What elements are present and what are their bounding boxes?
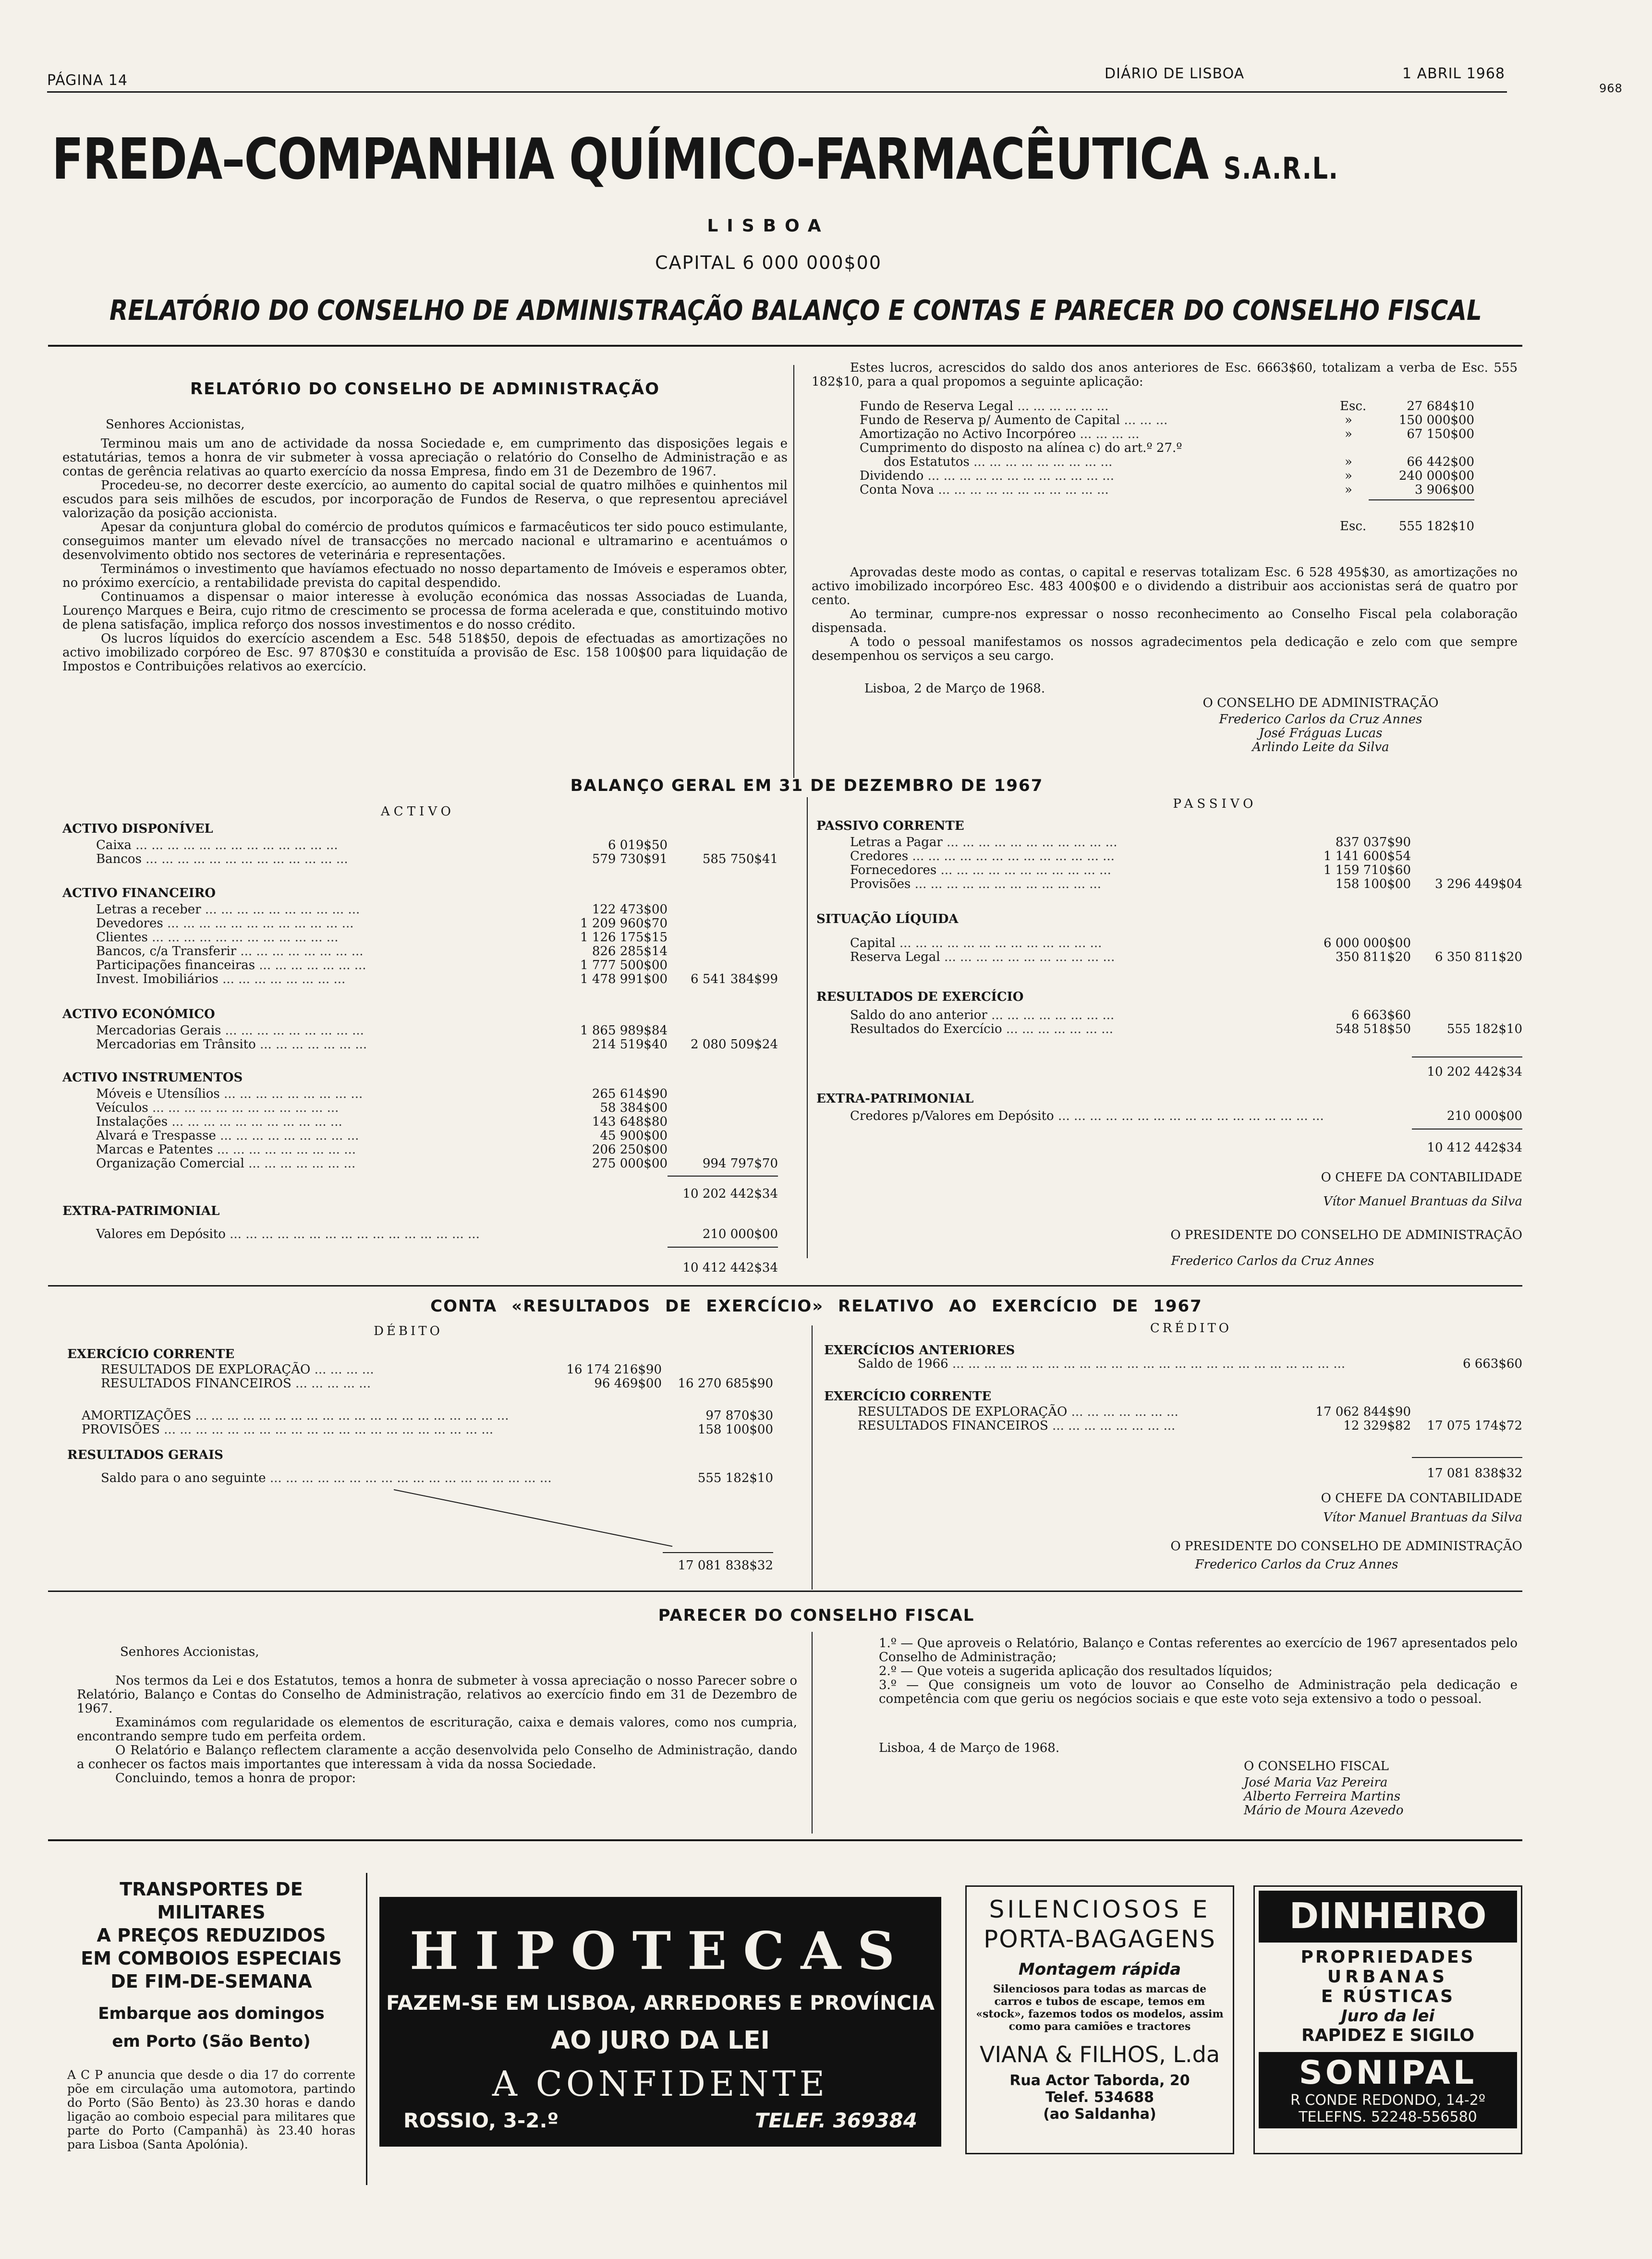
parecer-heading: PARECER DO CONSELHO FISCAL [658,1606,975,1625]
company-suffix: S.A.R.L. [1223,151,1339,186]
resultados-divider [812,1325,813,1590]
debito-slash-line [394,1489,677,1551]
allocation-total-value: 555 182$10 [1398,519,1474,534]
passivo-item-value: 158 100$00 [1335,877,1411,891]
transportes-sub-line: Embarque aos domingos [98,2004,325,2023]
chefe-title: O CHEFE DA CONTABILIDADE [1321,1170,1522,1185]
passivo-group: PASSIVO CORRENTE [816,819,964,833]
credito-total: 17 081 838$32 [1427,1466,1522,1481]
parecer-proposal: 2.º — Que voteis a sugerida aplicação dos resultados líquidos; [879,1664,1273,1678]
transportes-title-line: A PREÇOS REDUZIDOS [97,1925,326,1946]
passivo-item-label: Letras a Pagar [850,835,943,850]
passivo-item-label: Capital [850,936,896,950]
passivo-item-value: 350 811$20 [1335,950,1411,964]
debito-row: RESULTADOS DE EXPLORAÇÃO ... ... ... ... 16 174 216$90 [101,1362,662,1377]
activo-row: Mercadorias em Trânsito ... ... ... ... ... ... ... 214 519$40 2 080 509$24 [96,1037,778,1052]
activo-item-value: 1 478 991$00 [580,972,668,986]
activo-row: Bancos ... ... ... ... ... ... ... ... ... ... ... ... ... 579 730$91 585 750$41 [96,852,778,866]
debito-subtotal: 16 270 685$90 [678,1376,773,1391]
silenciosos-sub: Montagem rápida [1018,1960,1181,1979]
allocation-label: Dividendo [860,469,924,483]
activo-row: Alvará e Trespasse ... ... ... ... ... ... ... ... ... 45 900$00 [96,1129,668,1143]
parecer-paragraph: Concluindo, temos a honra de propor: [115,1771,356,1785]
allocation-value: 27 684$10 [1407,399,1474,413]
allocation-label: Conta Nova [860,483,935,497]
parecer-divider [812,1632,813,1834]
saldo-row: Saldo para o ano seguinte ... ... ... ... ... ... ... ... ... ... ... ... ... ... ... ... ... ... 555 182$10 [101,1471,773,1485]
allocation-row: Conta Nova ... ... ... ... ... ... ... ... ... ... ... » 3 906$00 [860,483,1474,497]
activo-item-label: Bancos [96,852,142,866]
activo-row: Mercadorias Gerais ... ... ... ... ... ... ... ... ... 1 865 989$84 [96,1023,668,1038]
activo-item-label: Letras a receber [96,902,201,917]
allocation-currency: » [1345,469,1352,483]
allocation-row: Amortização no Activo Incorpóreo ... ... ... ... » 67 150$00 [860,427,1474,441]
activo-item-label: Bancos, c/a Transferir [96,944,237,959]
prov-row: PROVISÕES ... ... ... ... ... ... ... ... ... ... ... ... ... ... ... ... ... ... ... ... ... 158 100$00 [82,1422,773,1437]
activo-item-value: 206 250$00 [592,1142,668,1157]
silenciosos-firm: VIANA & FILHOS, L.da [979,2041,1220,2067]
allocation-row: Fundo de Reserva Legal ... ... ... ... ... ... Esc. 27 684$10 [860,399,1474,413]
transportes-title-line: DE FIM-DE-SEMANA [110,1971,312,1992]
parecer-place-date: Lisboa, 4 de Março de 1968. [879,1741,1060,1755]
relatorio-sign-title: O CONSELHO DE ADMINISTRAÇÃO [1203,696,1439,710]
presidente-name: Frederico Carlos da Cruz Annes [1171,1254,1374,1268]
activo-row: Marcas e Patentes ... ... ... ... ... ... ... ... ... 206 250$00 [96,1142,668,1157]
activo-group: ACTIVO FINANCEIRO [62,886,216,900]
resultados-heading: CONTA «RESULTADOS DE EXERCÍCIO» RELATIVO AO EXERCÍCIO DE 1967 [430,1297,1203,1316]
resultados-bottom-rule [48,1591,1522,1592]
relatorio-closing [812,566,1518,663]
passivo-row: Credores ... ... ... ... ... ... ... ... ... ... ... ... ... 1 141 600$54 [850,849,1411,863]
ad-divider [366,1873,367,2185]
res-chefe-name: Vítor Manuel Brantuas da Silva [1323,1510,1522,1525]
company-name-text: FREDA–COMPANHIA QUÍMICO-FARMACÊUTICA [52,126,1208,192]
relatorio-heading: RELATÓRIO DO CONSELHO DE ADMINISTRAÇÃO [190,379,660,399]
dinheiro-addr: R CONDE REDONDO, 14-2º [1259,2092,1517,2109]
activo-item-label: Alvará e Trespasse [96,1129,216,1143]
passivo-item-label: Resultados do Exercício [850,1022,1002,1036]
passivo-row: Resultados do Exercício ... ... ... ... ... ... ... 548 518$50 555 182$10 [850,1022,1522,1036]
allocation-total-currency: Esc. [1340,519,1367,534]
dinheiro-tel: TELEFNS. 52248-556580 [1259,2109,1517,2128]
passivo-extra-label: Credores p/Valores em Depósito [850,1109,1054,1123]
passivo-item-label: Provisões [850,877,911,891]
allocation-value: 66 442$00 [1407,455,1474,469]
activo-row: Participações financeiras ... ... ... ... ... ... ... 1 777 500$00 [96,958,668,972]
silenciosos-addr2: Telef. 534688 [1045,2089,1154,2106]
activo-item-value: 1 126 175$15 [580,930,668,945]
allocation-row: Dividendo ... ... ... ... ... ... ... ... ... ... ... ... » 240 000$00 [860,469,1474,483]
allocation-currency: » [1345,427,1352,441]
credito-row: RESULTADOS FINANCEIROS ... ... ... ... ... ... ... ... 12 329$82 17 075 174$72 [858,1419,1522,1433]
column-divider [793,365,794,778]
parecer-sign-title: O CONSELHO FISCAL [1244,1759,1389,1773]
issue-date: 1 ABRIL 1968 [1402,65,1506,82]
credito-group: EXERCÍCIOS ANTERIORES [824,1343,1015,1358]
passivo-row: Capital ... ... ... ... ... ... ... ... ... ... ... ... ... 6 000 000$00 [850,936,1411,950]
silenciosos-title2: PORTA-BAGAGENS [984,1925,1216,1953]
passivo-item-value: 837 037$90 [1335,835,1411,850]
dinheiro-l3: E RÚSTICAS [1321,1987,1455,2006]
passivo-extra-row: Credores p/Valores em Depósito ... ... ... ... ... ... ... ... ... ... ... ... ... ... ... ... ... 210 000$00 [850,1109,1522,1123]
activo-grand-rule [668,1247,778,1248]
passivo-label: PASSIVO [1173,797,1257,811]
passivo-total: 10 202 442$34 [1427,1065,1522,1079]
res-presidente-name: Frederico Carlos da Cruz Annes [1195,1557,1398,1572]
relatorio-paragraph: Terminámos o investimento que havíamos efectuado no nosso departamento de Imóveis e esperamos obter, no próximo exercício, a rentabilidade prevista do capital despendido. [62,562,788,590]
relatorio-place-date: Lisboa, 2 de Março de 1968. [864,681,1045,696]
activo-item-value: 143 648$80 [592,1115,668,1129]
passivo-item-label: Reserva Legal [850,950,940,964]
passivo-row: Fornecedores ... ... ... ... ... ... ... ... ... ... ... 1 159 710$60 [850,863,1411,877]
credito-item-value: 12 329$82 [1343,1419,1411,1433]
passivo-item-value: 548 518$50 [1335,1022,1411,1036]
relatorio-paragraph: Os lucros líquidos do exercício ascendem a Esc. 548 518$50, depois de efectuadas as amortizações no activo imobilizado corpóreo de Esc. 97 870$30 e constituída a provisão de Esc. 158 100$00 para liquidação de Impostos e Contribuições relativos ao exercício. [62,632,788,674]
page-number: PÁGINA 14 [47,72,128,89]
relatorio-paragraph: Apesar da conjuntura global do comércio de produtos químicos e farmacêuticos ter sido pouco estimulante, conseguimos manter um elevado nível de transacções no mercado nacional e ultramarino e acentuámos o desenvolvimento obtido nos sectores de veterinária e representações. [62,520,788,562]
activo-row: Organização Comercial ... ... ... ... ... ... ... 275 000$00 994 797$70 [96,1156,778,1171]
report-subtitle: RELATÓRIO DO CONSELHO DE ADMINISTRAÇÃO BALANÇO E CONTAS E PARECER DO CONSELHO FISCAL [109,294,1482,327]
activo-item-label: Instalações [96,1115,168,1129]
allocation-currency: Esc. [1340,399,1367,413]
activo-subtotal: 6 541 384$99 [691,972,778,986]
passivo-item-label: Saldo do ano anterior [850,1008,987,1022]
debito-item-value: 16 174 216$90 [566,1362,662,1377]
parecer-signer: José Maria Vaz Pereira [1244,1775,1388,1790]
activo-item-value: 579 730$91 [592,852,668,866]
activo-item-value: 826 285$14 [592,944,668,959]
activo-item-label: Mercadorias em Trânsito [96,1037,256,1052]
prov-label: PROVISÕES [82,1422,160,1437]
passivo-item-value: 6 663$60 [1351,1008,1411,1022]
credito-total-rule [1412,1457,1522,1458]
activo-total-rule [668,1176,778,1177]
passivo-subtotal: 6 350 811$20 [1435,950,1522,964]
activo-item-label: Devedores [96,916,163,931]
debito-item-label: RESULTADOS FINANCEIROS [101,1376,292,1391]
activo-label: ACTIVO [381,804,455,819]
silenciosos-addr3: (ao Saldanha) [1043,2106,1156,2123]
activo-extra-label: Valores em Depósito [96,1227,226,1241]
activo-group: ACTIVO DISPONÍVEL [62,822,213,836]
activo-row: Devedores ... ... ... ... ... ... ... ... ... ... ... ... 1 209 960$70 [96,916,668,931]
hipotecas-line2: AO JURO DA LEI [551,2026,770,2055]
activo-subtotal: 2 080 509$24 [691,1037,778,1052]
credito-item-label: RESULTADOS DE EXPLORAÇÃO [858,1405,1068,1419]
activo-subtotal: 994 797$70 [702,1156,778,1171]
silenciosos-body: Silenciosos para todas as marcas de carros e tubos de escape, temos em «stock», fazemos todos os modelos, assim como para camiões e tractores [976,1983,1224,2033]
dinheiro-title: DINHEIRO [1259,1891,1517,1943]
activo-item-value: 122 473$00 [592,902,668,917]
activo-item-label: Veículos [96,1101,148,1115]
activo-extra-group: EXTRA-PATRIMONIAL [62,1204,220,1218]
ad-silenciosos [965,1885,1234,2154]
ad-transportes [67,1878,355,2175]
activo-item-value: 275 000$00 [592,1156,668,1171]
activo-group: ACTIVO ECONÓMICO [62,1007,215,1021]
allocation-label: Fundo de Reserva p/ Aumento de Capital [860,413,1120,427]
debito-group: EXERCÍCIO CORRENTE [67,1347,235,1361]
amort-label: AMORTIZAÇÕES [82,1409,192,1423]
allocation-row [860,441,1474,455]
allocation-intro-text: Estes lucros, acrescidos do saldo dos anos anteriores de Esc. 6663$60, totalizam a verba de Esc. 555 182$10, para a qual propomos a seguinte aplicação: [812,361,1518,389]
activo-item-value: 265 614$90 [592,1087,668,1101]
closing-paragraph: A todo o pessoal manifestamos os nossos agradecimentos pela dedicação e zelo com que sempre desempenhou os serviços a seu cargo. [812,635,1518,663]
relatorio-paragraph: Procedeu-se, no decorrer deste exercício, ao aumento do capital social de quatro milhões e quinhentos mil escudos para seis milhões de escudos, por incorporação de Fundos de Reserva, o que representou apreciável valorização da posição accionista. [62,478,788,521]
presidente-title: O PRESIDENTE DO CONSELHO DE ADMINISTRAÇÃO [1170,1228,1522,1242]
activo-extra-row: Valores em Depósito ... ... ... ... ... ... ... ... ... ... ... ... ... ... ... ... 210 000$00 [96,1227,778,1241]
title-rule [48,345,1522,347]
relatorio-salutation: Senhores Accionistas, [106,417,245,432]
chefe-name: Vítor Manuel Brantuas da Silva [1323,1194,1522,1209]
passivo-extra-group: EXTRA-PATRIMONIAL [816,1092,974,1106]
allocation-label: Amortização no Activo Incorpóreo [860,427,1076,441]
allocation-row: Fundo de Reserva p/ Aumento de Capital ... ... ... » 150 000$00 [860,413,1474,427]
allocation-total-row [860,520,1474,534]
parecer-bottom-rule [48,1839,1522,1841]
passivo-subtotal: 555 182$10 [1446,1022,1522,1036]
allocation-value: 67 150$00 [1407,427,1474,441]
allocation-row: dos Estatutos ... ... ... ... ... ... ... ... ... » 66 442$00 [884,455,1474,469]
passivo-item-value: 1 159 710$60 [1324,863,1411,877]
parecer-signer: Mário de Moura Azevedo [1244,1803,1404,1818]
parecer-proposals [879,1637,1518,1706]
debito-row: RESULTADOS FINANCEIROS ... ... ... ... ... 96 469$00 16 270 685$90 [101,1376,773,1391]
passivo-group: SITUAÇÃO LÍQUIDA [816,912,959,926]
credito-row: RESULTADOS DE EXPLORAÇÃO ... ... ... ... ... ... ... 17 062 844$90 [858,1405,1411,1419]
credito-saldo-label: Saldo de 1966 [858,1357,948,1371]
res-presidente-title: O PRESIDENTE DO CONSELHO DE ADMINISTRAÇÃO [1170,1539,1522,1554]
credito-label: CRÉDITO [1150,1321,1232,1336]
activo-row: Caixa ... ... ... ... ... ... ... ... ... ... ... ... ... 6 019$50 [96,838,668,852]
relatorio-paragraph: Continuamos a dispensar o maior interesse à evolução económica das nossas Associadas de Luanda, Lourenço Marques e Beira, cujo ritmo de crescimento se processa de forma acelerada e que, constituindo motivo de plena satisfação, implica reforço dos nossos investimentos e do nosso crédito. [62,590,788,632]
parecer-paragraph: Nos termos da Lei e dos Estatutos, temos a honra de submeter à vossa apreciação o nosso Parecer sobre o Relatório, Balanço e Contas do Conselho de Administração, relativos ao exercício findo em 31 de Dezembro de 1967. [77,1674,797,1716]
activo-row: Bancos, c/a Transferir ... ... ... ... ... ... ... ... 826 285$14 [96,944,668,959]
dinheiro-firm: SONIPAL [1259,2052,1517,2092]
prov-value: 158 100$00 [697,1422,773,1437]
relatorio-paragraph: Terminou mais um ano de actividade da nossa Sociedade e, em cumprimento das disposições legais e estatutárias, temos a honra de vir submeter à vossa apreciação o relatório do Conselho de Administração e as contas de gerência relativas ao quarto exercício da nossa Empresa, findo em 31 de Dezembro de 1967. [62,437,788,479]
silenciosos-addr1: Rua Actor Taborda, 20 [1009,2072,1190,2089]
saldo-label: Saldo para o ano seguinte [101,1471,266,1485]
balanco-divider [807,797,808,1258]
transportes-title-line: EM COMBOIOS ESPECIAIS [81,1948,342,1969]
debito-total: 17 081 838$32 [678,1558,773,1573]
passivo-grand-rule [1412,1129,1522,1130]
activo-item-label: Marcas e Patentes [96,1142,213,1157]
credito-item-value: 17 062 844$90 [1315,1405,1411,1419]
allocation-value: 150 000$00 [1398,413,1474,427]
transportes-sub [67,2000,355,2055]
credito-subtotal: 17 075 174$72 [1427,1419,1522,1433]
activo-item-label: Mercadorias Gerais [96,1023,221,1038]
allocation-value: 3 906$00 [1414,483,1474,497]
activo-item-label: Móveis e Utensílios [96,1087,220,1101]
dinheiro-l5: RAPIDEZ E SIGILO [1301,2026,1475,2045]
activo-item-label: Clientes [96,930,148,945]
activo-row: Veículos ... ... ... ... ... ... ... ... ... ... ... ... 58 384$00 [96,1101,668,1115]
parecer-proposal: 1.º — Que aproveis o Relatório, Balanço e Contas referentes ao exercício de 1967 apresentados pelo Conselho de Administração; [879,1636,1518,1664]
company-name [52,126,1339,192]
activo-total: 10 202 442$34 [682,1187,778,1201]
hipotecas-line3: A CONFIDENTE [492,2064,829,2104]
credito-saldo-value: 6 663$60 [1462,1357,1522,1371]
allocation-label: Fundo de Reserva Legal [860,399,1014,413]
passivo-item-label: Credores [850,849,909,863]
activo-item-value: 45 900$00 [600,1129,668,1143]
allocation-currency: » [1345,413,1352,427]
closing-paragraph: Aprovadas deste modo as contas, o capital e reservas totalizam Esc. 6 528 495$30, as amortizações no activo imobilizado incorpóreo Esc. 483 400$00 e o dividendo a distribuir aos accionistas será de quatro por cento. [812,565,1518,607]
activo-item-value: 58 384$00 [600,1101,668,1115]
activo-row: Letras a receber ... ... ... ... ... ... ... ... ... ... 122 473$00 [96,902,668,917]
allocation-rule [1369,499,1474,500]
passivo-group: RESULTADOS DE EXERCÍCIO [816,990,1024,1004]
amort-value: 97 870$30 [705,1409,773,1423]
activo-row: Móveis e Utensílios ... ... ... ... ... ... ... ... ... 265 614$90 [96,1087,668,1101]
passivo-subtotal: 3 296 449$04 [1435,877,1522,891]
activo-item-value: 1 777 500$00 [580,958,668,972]
activo-group: ACTIVO INSTRUMENTOS [62,1070,243,1085]
passivo-row: Reserva Legal ... ... ... ... ... ... ... ... ... ... ... 350 811$20 6 350 811$20 [850,950,1522,964]
activo-extra-value: 210 000$00 [702,1227,778,1241]
passivo-row: Letras a Pagar ... ... ... ... ... ... ... ... ... ... ... 837 037$90 [850,835,1411,850]
edge-fragment: 968 [1599,82,1623,95]
activo-item-label: Organização Comercial [96,1156,244,1171]
credito-item-label: RESULTADOS FINANCEIROS [858,1419,1048,1433]
activo-row: Instalações ... ... ... ... ... ... ... ... ... ... ... 143 648$80 [96,1115,668,1129]
transportes-body: A C P anuncia que desde o dia 17 do corrente põe em circulação uma automotora, partindo do Porto (São Bento) às 23.30 horas e dando ligação ao comboio especial para militares que parte do Porto (Campanhã) às 23.40 horas para Lisboa (Santa Apolónia). [67,2068,355,2151]
activo-item-value: 214 519$40 [592,1037,668,1052]
activo-item-value: 1 209 960$70 [580,916,668,931]
passivo-extra-value: 210 000$00 [1446,1109,1522,1123]
activo-row: Clientes ... ... ... ... ... ... ... ... ... ... ... ... 1 126 175$15 [96,930,668,945]
balanco-bottom-rule [48,1285,1522,1287]
dinheiro-l4: Juro da lei [1341,2006,1435,2026]
credito-row: Saldo de 1966 ... ... ... ... ... ... ... ... ... ... ... ... ... ... ... ... ... ... ... ... ... ... ... ... ... 6 663$60 [858,1357,1522,1371]
activo-item-label: Caixa [96,838,132,852]
hipotecas-addr: ROSSIO, 3-2.º [403,2109,559,2132]
relatorio-signer: José Fráguas Lucas [1259,726,1383,741]
allocation-label: dos Estatutos [884,455,970,469]
allocation-label: Cumprimento do disposto na alínea c) do art.º 27.º [860,441,1182,455]
credito-group: EXERCÍCIO CORRENTE [824,1389,992,1404]
debito-item-value: 96 469$00 [594,1376,662,1391]
amort-row: AMORTIZAÇÕES ... ... ... ... ... ... ... ... ... ... ... ... ... ... ... ... ... ... ... ... 97 870$30 [82,1409,773,1423]
capital-line: CAPITAL 6 000 000$00 [655,252,882,273]
hipotecas-line1: FAZEM-SE EM LISBOA, ARREDORES E PROVÍNCIA [386,1991,935,2015]
ad-dinheiro [1253,1885,1522,2154]
balanco-heading: BALANÇO GERAL EM 31 DE DEZEMBRO DE 1967 [570,776,1044,795]
passivo-grand-total: 10 412 442$34 [1427,1141,1522,1155]
activo-item-value: 1 865 989$84 [580,1023,668,1038]
debito-total-rule [663,1552,773,1553]
dinheiro-l2: URBANAS [1327,1967,1449,1987]
closing-paragraph: Ao terminar, cumpre-nos expressar o nosso reconhecimento ao Conselho Fiscal pela colaboração dispensada. [812,607,1518,635]
hipotecas-title: HIPOTECAS [409,1921,911,1981]
passivo-item-value: 1 141 600$54 [1324,849,1411,863]
activo-grand-total: 10 412 442$34 [682,1261,778,1275]
activo-item-label: Invest. Imobiliários [96,972,219,986]
parecer-proposal: 3.º — Que consigneis um voto de louvor ao Conselho de Administração pela dedicação e competência com que geriu os negócios sociais e que este voto seja extensivo a todo o pessoal. [879,1678,1518,1706]
debito-label: DÉBITO [374,1324,443,1338]
parecer-body [77,1674,797,1785]
newspaper-name: DIÁRIO DE LISBOA [1105,65,1245,82]
transportes-title-line: TRANSPORTES DE MILITARES [120,1879,303,1923]
parecer-paragraph: O Relatório e Balanço reflectem claramente a acção desenvolvida pelo Conselho de Administração, dando a conhecer os factos mais importantes que interessam à vida da nossa Sociedade. [77,1743,797,1772]
allocation-currency: » [1345,483,1352,497]
transportes-title [67,1878,355,1993]
passivo-row: Saldo do ano anterior ... ... ... ... ... ... ... ... 6 663$60 [850,1008,1411,1022]
allocation-intro [812,361,1518,389]
passivo-item-label: Fornecedores [850,863,937,877]
passivo-item-value: 6 000 000$00 [1324,936,1411,950]
activo-row: Invest. Imobiliários ... ... ... ... ... ... ... ... 1 478 991$00 6 541 384$99 [96,972,778,986]
ad-hipotecas [379,1897,941,2147]
parecer-signer: Alberto Ferreira Martins [1244,1789,1401,1804]
passivo-row: Provisões ... ... ... ... ... ... ... ... ... ... ... ... 158 100$00 3 296 449$04 [850,877,1522,891]
parecer-paragraph: Examinámos com regularidade os elementos de escrituração, caixa e demais valores, como nos cumpria, encontrando sempre tudo em perfeita ordem. [77,1715,797,1744]
header-rule [47,91,1507,93]
hipotecas-tel: TELEF. 369384 [754,2109,917,2132]
debito-group: RESULTADOS GERAIS [67,1448,223,1462]
activo-item-label: Participações financeiras [96,958,255,972]
allocation-currency: » [1345,455,1352,469]
saldo-value: 555 182$10 [697,1471,773,1485]
parecer-salutation: Senhores Accionistas, [120,1645,259,1659]
relatorio-body [62,437,788,674]
activo-item-value: 6 019$50 [607,838,668,852]
city-line: LISBOA [707,216,830,236]
res-chefe-title: O CHEFE DA CONTABILIDADE [1321,1491,1522,1506]
silenciosos-title1: SILENCIOSOS E [989,1895,1211,1923]
relatorio-signer: Frederico Carlos da Cruz Annes [1219,712,1422,727]
debito-item-label: RESULTADOS DE EXPLORAÇÃO [101,1362,311,1377]
transportes-sub-line: em Porto (São Bento) [112,2032,311,2051]
relatorio-signer: Arlindo Leite da Silva [1252,740,1389,754]
dinheiro-l1: PROPRIEDADES [1300,1947,1475,1967]
activo-subtotal: 585 750$41 [702,852,778,866]
allocation-value: 240 000$00 [1398,469,1474,483]
